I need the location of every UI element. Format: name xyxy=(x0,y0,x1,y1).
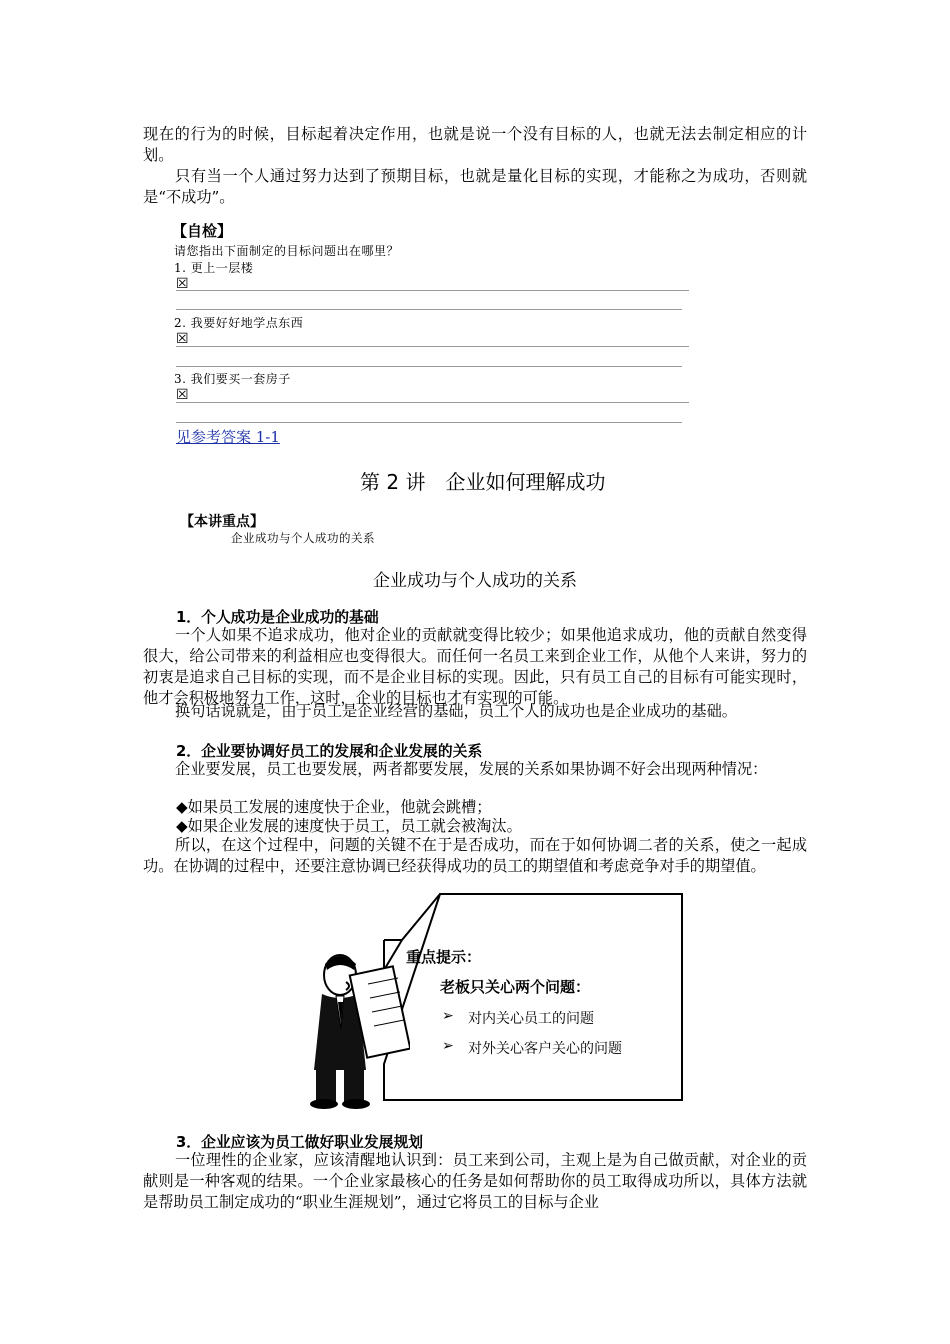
lecture-title: 第 2 讲 企业如何理解成功 xyxy=(360,470,606,494)
tip-subtitle: 老板只关心两个问题： xyxy=(440,978,591,996)
answer-line xyxy=(176,402,689,403)
section-2-heading: 2．企业要协调好员工的发展和企业发展的关系 xyxy=(176,743,483,760)
tip-item-1: 对内关心员工的问题 xyxy=(468,1011,594,1027)
checkbox-x-icon[interactable]: ☒ xyxy=(176,331,189,347)
tip-item-2: 对外关心客户关心的问题 xyxy=(468,1041,622,1057)
self-check-item-3: 3. 我们要买一套房子 xyxy=(174,372,291,386)
section-3-paragraph-1: 一位理性的企业家，应该清醒地认识到：员工来到公司，主观上是为自己做贡献，对企业的贡献则是一种客观的结果。一个企业家最核心的任务是如何帮助你的员工取得成功所以，具体方法就是帮助员工制定成功的“职业生涯规划”，通过它将员工的目标与企业 xyxy=(143,1151,807,1211)
self-check-question: 请您指出下面制定的目标问题出在哪里？ xyxy=(174,244,400,258)
key-tip-illustration xyxy=(300,892,690,1112)
section-2-bullet-2: ◆如果企业发展的速度快于员工，员工就会被淘汰。 xyxy=(176,817,522,835)
self-check-title: 【自检】 xyxy=(172,222,233,240)
businessman-reading-icon xyxy=(300,950,410,1110)
self-check-item-1: 1. 更上一层楼 xyxy=(174,261,254,275)
self-check-item-2: 2. 我要好好地学点东西 xyxy=(174,316,304,330)
arrow-bullet-icon: ➢ xyxy=(442,1008,454,1024)
section-1-paragraph-1: 一个人如果不追求成功，他对企业的贡献就变得比较少；如果他追求成功，他的贡献自然变得很大，给公司带来的利益相应也变得很大。而任何一名员工来到企业工作，从他个人来讲，努力的初衷是追求自己目标的实现，而不是企业目标的实现。因此，只有员工自己的目标有可能实现时，他才会积极地努力工作，这时，企业的目标也才有实现的可能。 xyxy=(143,626,807,707)
tip-title: 重点提示： xyxy=(406,948,482,966)
answer-reference-link[interactable]: 见参考答案 1-1 xyxy=(176,428,280,446)
section-2-paragraph-1: 企业要发展，员工也要发展，两者都要发展，发展的关系如果协调不好会出现两种情况： xyxy=(175,760,768,778)
checkbox-x-icon[interactable]: ☒ xyxy=(176,276,189,292)
answer-line xyxy=(176,346,689,347)
intro-paragraph-2: 只有当一个人通过努力达到了预期目标，也就是量化目标的实现，才能称之为成功，否则就是“不成功”。 xyxy=(143,167,807,206)
answer-line xyxy=(176,422,682,423)
arrow-bullet-icon: ➢ xyxy=(442,1038,454,1054)
focus-title: 【本讲重点】 xyxy=(180,514,264,530)
intro-paragraph-1: 现在的行为的时候，目标起着决定作用，也就是说一个没有目标的人，也就无法去制定相应的计划。 xyxy=(143,125,807,164)
section-2-paragraph-2: 所以，在这个过程中，问题的关键不在于是否成功，而在于如何协调二者的关系，使之一起成功。在协调的过程中，还要注意协调已经获得成功的员工的期望值和考虑竞争对手的期望值。 xyxy=(143,836,807,875)
section-title: 企业成功与个人成功的关系 xyxy=(373,571,577,591)
answer-line xyxy=(176,290,689,291)
section-3-heading: 3．企业应该为员工做好职业发展规划 xyxy=(176,1134,424,1151)
checkbox-x-icon[interactable]: ☒ xyxy=(176,387,189,403)
focus-item: 企业成功与个人成功的关系 xyxy=(231,531,375,545)
answer-line xyxy=(176,309,682,310)
section-1-paragraph-2: 换句话说就是，由于员工是企业经营的基础，员工个人的成功也是企业成功的基础。 xyxy=(175,702,737,720)
answer-line xyxy=(176,366,682,367)
section-1-heading: 1．个人成功是企业成功的基础 xyxy=(176,609,379,626)
section-2-bullet-1: ◆如果员工发展的速度快于企业，他就会跳槽； xyxy=(176,798,492,816)
